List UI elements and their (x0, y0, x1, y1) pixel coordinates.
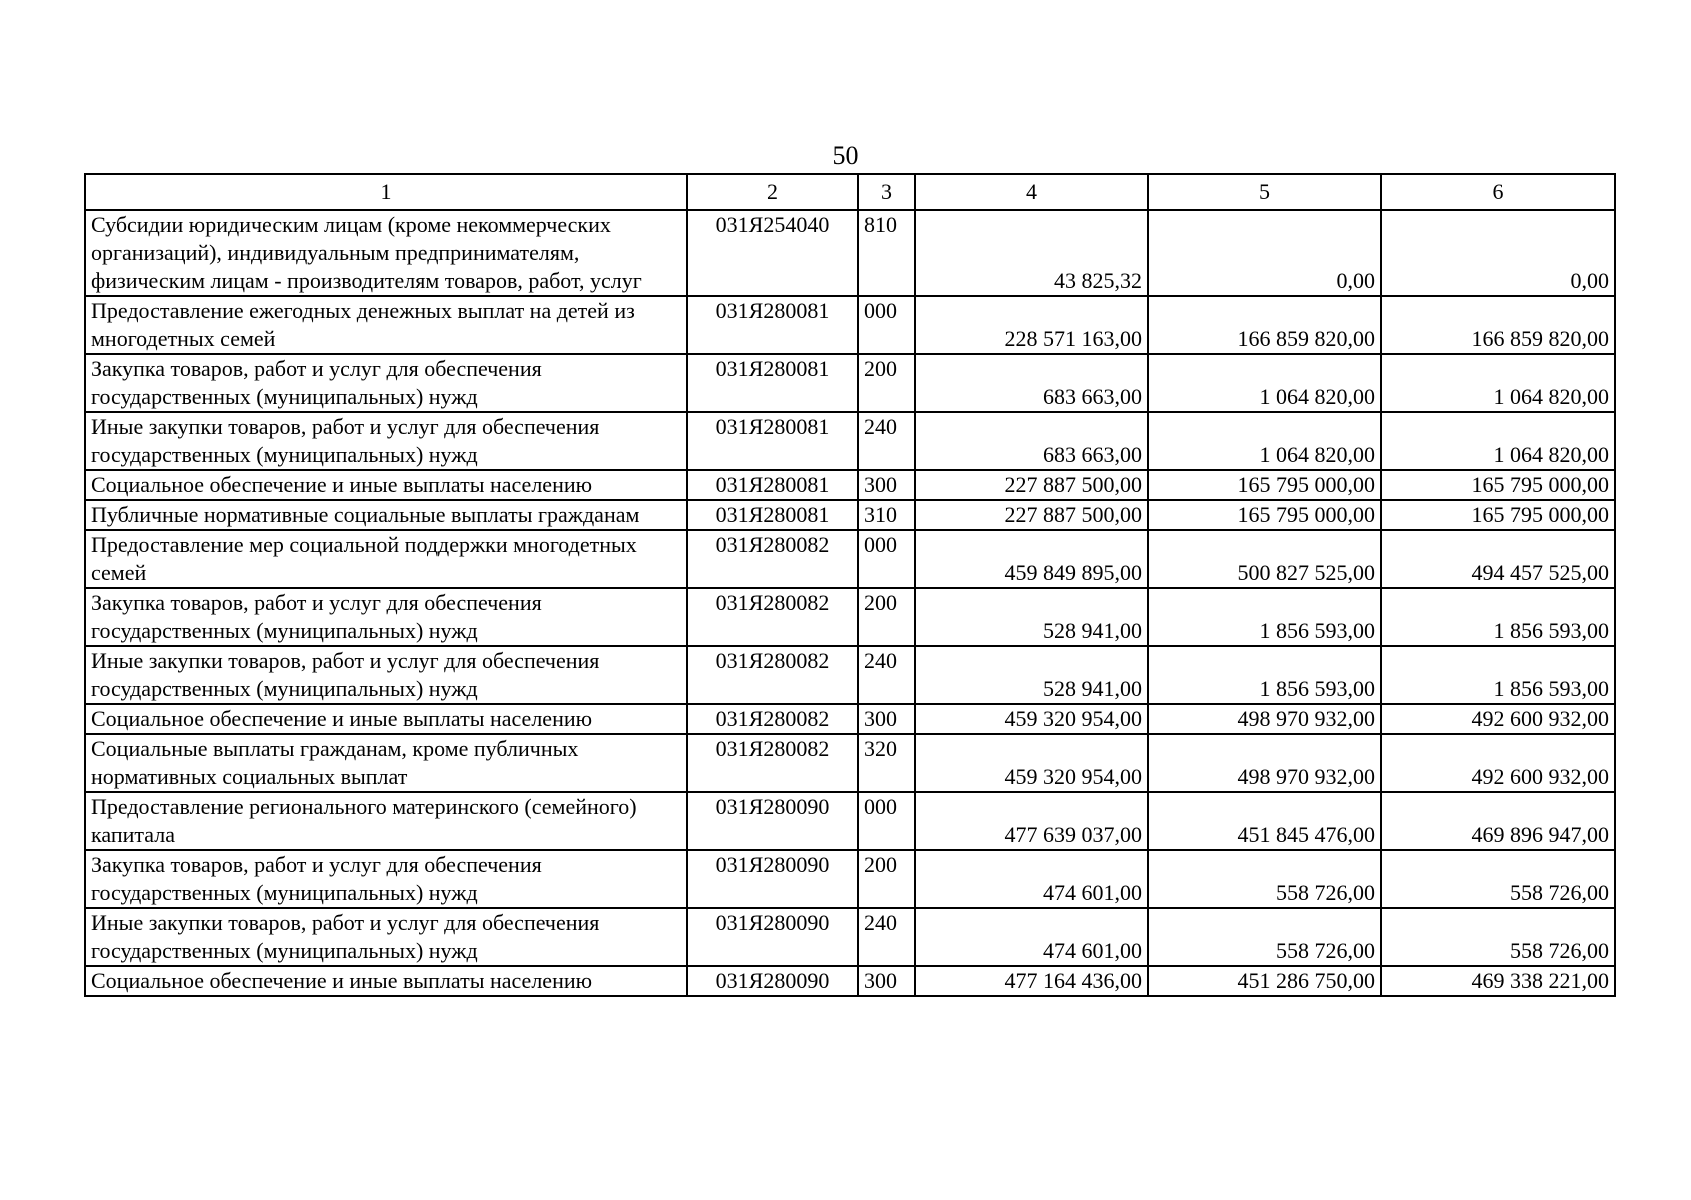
header-cell-4: 4 (915, 174, 1148, 210)
row-kind-cell: 240 (858, 412, 915, 470)
row-code-cell: 031Я280081 (687, 354, 858, 412)
header-cell-2: 2 (687, 174, 858, 210)
row-kind-cell: 200 (858, 354, 915, 412)
row-value-col4-cell: 528 941,00 (915, 646, 1148, 704)
row-kind-cell: 300 (858, 966, 915, 996)
row-name-cell: Субсидии юридическим лицам (кроме некоммерческих организаций), индивидуальным предпринимателям, физическим лицам - производителям товаров, работ, услуг (85, 210, 687, 296)
row-value-col4-cell: 228 571 163,00 (915, 296, 1148, 354)
row-kind-cell: 240 (858, 646, 915, 704)
row-value-col5-cell: 498 970 932,00 (1148, 704, 1381, 734)
row-name-cell: Предоставление мер социальной поддержки многодетных семей (85, 530, 687, 588)
row-value-col4-cell: 683 663,00 (915, 354, 1148, 412)
table-row (85, 734, 1615, 792)
row-kind-cell: 810 (858, 210, 915, 296)
table-row (85, 792, 1615, 850)
row-code-cell: 031Я280090 (687, 792, 858, 850)
row-value-col5-cell: 500 827 525,00 (1148, 530, 1381, 588)
row-name-cell: Закупка товаров, работ и услуг для обеспечения государственных (муниципальных) нужд (85, 588, 687, 646)
row-value-col5-cell: 558 726,00 (1148, 908, 1381, 966)
table-row (85, 966, 1615, 996)
row-name-cell: Социальное обеспечение и иные выплаты населению (85, 470, 687, 500)
row-code-cell: 031Я280082 (687, 734, 858, 792)
row-name-cell: Закупка товаров, работ и услуг для обеспечения государственных (муниципальных) нужд (85, 850, 687, 908)
row-value-col4-cell: 474 601,00 (915, 908, 1148, 966)
row-value-col5-cell: 451 286 750,00 (1148, 966, 1381, 996)
header-cell-5: 5 (1148, 174, 1381, 210)
row-name-cell: Предоставление ежегодных денежных выплат на детей из многодетных семей (85, 296, 687, 354)
table-row (85, 704, 1615, 734)
row-value-col4-cell: 43 825,32 (915, 210, 1148, 296)
row-code-cell: 031Я280090 (687, 850, 858, 908)
table-row (85, 412, 1615, 470)
row-code-cell: 031Я280082 (687, 646, 858, 704)
row-code-cell: 031Я280081 (687, 470, 858, 500)
row-name-cell: Предоставление регионального материнского (семейного) капитала (85, 792, 687, 850)
row-code-cell: 031Я280082 (687, 588, 858, 646)
row-code-cell: 031Я280090 (687, 908, 858, 966)
header-cell-6: 6 (1381, 174, 1615, 210)
row-value-col5-cell: 1 064 820,00 (1148, 354, 1381, 412)
table-row (85, 530, 1615, 588)
row-code-cell: 031Я280081 (687, 500, 858, 530)
table-row (85, 908, 1615, 966)
row-value-col6-cell: 492 600 932,00 (1381, 734, 1615, 792)
row-value-col4-cell: 683 663,00 (915, 412, 1148, 470)
row-value-col4-cell: 477 164 436,00 (915, 966, 1148, 996)
row-kind-cell: 200 (858, 850, 915, 908)
row-code-cell: 031Я280090 (687, 966, 858, 996)
row-kind-cell: 000 (858, 792, 915, 850)
row-kind-cell: 200 (858, 588, 915, 646)
row-code-cell: 031Я280082 (687, 530, 858, 588)
row-value-col5-cell: 558 726,00 (1148, 850, 1381, 908)
table-row (85, 588, 1615, 646)
row-value-col5-cell: 1 856 593,00 (1148, 646, 1381, 704)
row-value-col6-cell: 469 896 947,00 (1381, 792, 1615, 850)
row-name-cell: Социальные выплаты гражданам, кроме публичных нормативных социальных выплат (85, 734, 687, 792)
row-value-col5-cell: 165 795 000,00 (1148, 470, 1381, 500)
row-value-col5-cell: 451 845 476,00 (1148, 792, 1381, 850)
row-value-col5-cell: 1 064 820,00 (1148, 412, 1381, 470)
page-number: 50 (832, 141, 859, 170)
row-value-col4-cell: 528 941,00 (915, 588, 1148, 646)
row-code-cell: 031Я254040 (687, 210, 858, 296)
table-row (85, 646, 1615, 704)
row-name-cell: Иные закупки товаров, работ и услуг для обеспечения государственных (муниципальных) нужд (85, 908, 687, 966)
row-kind-cell: 000 (858, 530, 915, 588)
header-cell-1: 1 (85, 174, 687, 210)
row-kind-cell: 310 (858, 500, 915, 530)
row-value-col4-cell: 227 887 500,00 (915, 500, 1148, 530)
row-value-col6-cell: 1 064 820,00 (1381, 412, 1615, 470)
row-code-cell: 031Я280081 (687, 296, 858, 354)
row-name-cell: Публичные нормативные социальные выплаты гражданам (85, 500, 687, 530)
header-row (85, 174, 1615, 210)
row-value-col6-cell: 492 600 932,00 (1381, 704, 1615, 734)
row-value-col5-cell: 1 856 593,00 (1148, 588, 1381, 646)
row-name-cell: Социальное обеспечение и иные выплаты населению (85, 704, 687, 734)
row-value-col5-cell: 498 970 932,00 (1148, 734, 1381, 792)
row-value-col6-cell: 0,00 (1381, 210, 1615, 296)
row-kind-cell: 000 (858, 296, 915, 354)
row-value-col4-cell: 477 639 037,00 (915, 792, 1148, 850)
budget-table (84, 173, 1616, 997)
row-value-col5-cell: 165 795 000,00 (1148, 500, 1381, 530)
table-row (85, 296, 1615, 354)
row-value-col6-cell: 165 795 000,00 (1381, 470, 1615, 500)
row-value-col6-cell: 558 726,00 (1381, 850, 1615, 908)
row-value-col5-cell: 0,00 (1148, 210, 1381, 296)
table-row (85, 210, 1615, 296)
row-kind-cell: 300 (858, 704, 915, 734)
row-value-col4-cell: 459 320 954,00 (915, 734, 1148, 792)
row-name-cell: Иные закупки товаров, работ и услуг для обеспечения государственных (муниципальных) нужд (85, 646, 687, 704)
table-row (85, 354, 1615, 412)
table-row (85, 500, 1615, 530)
row-name-cell: Закупка товаров, работ и услуг для обеспечения государственных (муниципальных) нужд (85, 354, 687, 412)
row-value-col4-cell: 474 601,00 (915, 850, 1148, 908)
table-row (85, 850, 1615, 908)
row-code-cell: 031Я280082 (687, 704, 858, 734)
row-value-col6-cell: 166 859 820,00 (1381, 296, 1615, 354)
header-cell-3: 3 (858, 174, 915, 210)
row-value-col4-cell: 459 320 954,00 (915, 704, 1148, 734)
row-value-col6-cell: 1 856 593,00 (1381, 588, 1615, 646)
row-value-col4-cell: 227 887 500,00 (915, 470, 1148, 500)
row-code-cell: 031Я280081 (687, 412, 858, 470)
row-name-cell: Иные закупки товаров, работ и услуг для обеспечения государственных (муниципальных) нужд (85, 412, 687, 470)
row-value-col6-cell: 165 795 000,00 (1381, 500, 1615, 530)
row-value-col6-cell: 558 726,00 (1381, 908, 1615, 966)
row-value-col5-cell: 166 859 820,00 (1148, 296, 1381, 354)
row-kind-cell: 300 (858, 470, 915, 500)
row-kind-cell: 240 (858, 908, 915, 966)
row-value-col6-cell: 494 457 525,00 (1381, 530, 1615, 588)
row-name-cell: Социальное обеспечение и иные выплаты населению (85, 966, 687, 996)
row-kind-cell: 320 (858, 734, 915, 792)
row-value-col4-cell: 459 849 895,00 (915, 530, 1148, 588)
row-value-col6-cell: 1 856 593,00 (1381, 646, 1615, 704)
row-value-col6-cell: 1 064 820,00 (1381, 354, 1615, 412)
row-value-col6-cell: 469 338 221,00 (1381, 966, 1615, 996)
table-row (85, 470, 1615, 500)
